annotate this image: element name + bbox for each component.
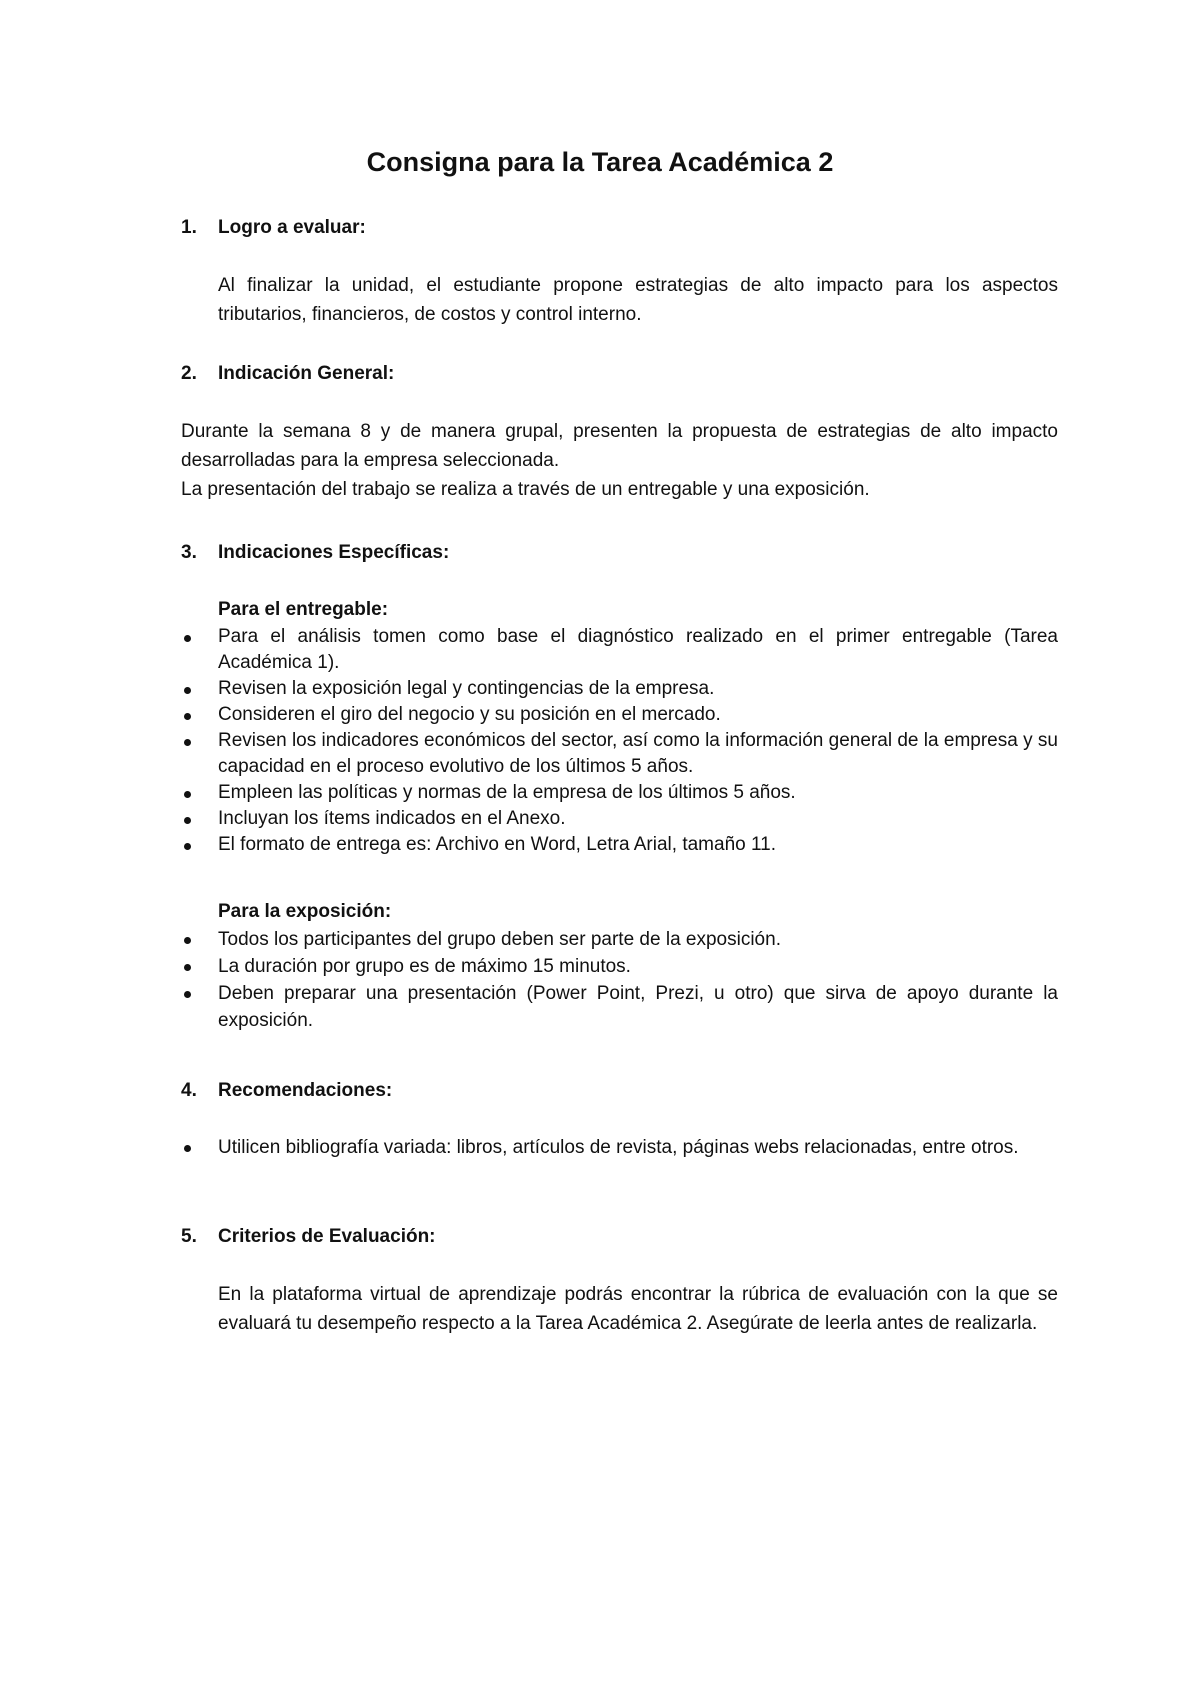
bullet-icon — [184, 739, 191, 746]
list-item-text: Consideren el giro del negocio y su posición en el mercado. — [218, 704, 721, 725]
section-2-paragraph-1: Durante la semana 8 y de manera grupal, presenten la propuesta de estrategias de alto impacto desarrolladas para la empresa seleccionada. — [181, 421, 1058, 471]
section-4-number: 4. — [181, 1080, 197, 1101]
section-5-heading: Criterios de Evaluación: — [218, 1226, 436, 1247]
section-2-paragraph-2: La presentación del trabajo se realiza a través de un entregable y una exposición. — [181, 479, 870, 500]
list-item — [181, 953, 1058, 980]
list-item — [181, 728, 1058, 780]
bullet-icon — [184, 687, 191, 694]
section-3-number: 3. — [181, 542, 197, 563]
bullet-icon — [184, 791, 191, 798]
section-3-heading: Indicaciones Específicas: — [218, 542, 450, 563]
list-item-text: La duración por grupo es de máximo 15 minutos. — [218, 956, 631, 977]
section-2-number: 2. — [181, 363, 197, 384]
list-item — [181, 624, 1058, 676]
exposicion-subheading: Para la exposición: — [218, 901, 392, 922]
bullet-icon — [184, 1145, 191, 1152]
bullet-icon — [184, 991, 191, 998]
bullet-icon — [184, 964, 191, 971]
list-item — [181, 1134, 1058, 1161]
list-item-text: El formato de entrega es: Archivo en Word, Letra Arial, tamaño 11. — [218, 834, 776, 855]
document-title: Consigna para la Tarea Académica 2 — [366, 147, 834, 177]
section-5-paragraph: En la plataforma virtual de aprendizaje podrás encontrar la rúbrica de evaluación con la que se evaluará tu desempeño respecto a la Tarea Académica 2. Asegúrate de leerla antes de realizarla. — [218, 1284, 1058, 1334]
list-item-text: Revisen los indicadores económicos del sector, así como la información general de la empresa y su capacidad en el proceso evolutivo de los últimos 5 años. — [218, 730, 1058, 777]
list-item — [181, 780, 1058, 806]
bullet-icon — [184, 843, 191, 850]
section-5-number: 5. — [181, 1226, 197, 1247]
list-item-text: Para el análisis tomen como base el diagnóstico realizado en el primer entregable (Tarea Académica 1). — [218, 626, 1058, 673]
list-item — [181, 806, 1058, 832]
list-item — [181, 702, 1058, 728]
section-2-heading: Indicación General: — [218, 363, 395, 384]
section-1-number: 1. — [181, 217, 197, 238]
section-1-heading: Logro a evaluar: — [218, 217, 366, 238]
recomendaciones-list — [181, 1134, 1058, 1161]
exposicion-list — [181, 926, 1058, 1034]
bullet-icon — [184, 817, 191, 824]
bullet-icon — [184, 937, 191, 944]
list-item — [181, 980, 1058, 1034]
section-4-heading: Recomendaciones: — [218, 1080, 393, 1101]
list-item — [181, 832, 1058, 858]
list-item-text: Deben preparar una presentación (Power Point, Prezi, u otro) que sirva de apoyo durante la exposición. — [218, 983, 1058, 1031]
bullet-icon — [184, 713, 191, 720]
section-1-paragraph: Al finalizar la unidad, el estudiante propone estrategias de alto impacto para los aspectos tributarios, financieros, de costos y control interno. — [218, 275, 1058, 325]
list-item-text: Utilicen bibliografía variada: libros, artículos de revista, páginas webs relacionadas, entre otros. — [218, 1137, 1019, 1158]
list-item — [181, 926, 1058, 953]
bullet-icon — [184, 635, 191, 642]
list-item-text: Empleen las políticas y normas de la empresa de los últimos 5 años. — [218, 782, 796, 803]
list-item-text: Revisen la exposición legal y contingencias de la empresa. — [218, 678, 715, 699]
entregable-list — [181, 624, 1058, 858]
list-item-text: Incluyan los ítems indicados en el Anexo. — [218, 808, 566, 829]
entregable-subheading: Para el entregable: — [218, 599, 389, 620]
list-item-text: Todos los participantes del grupo deben ser parte de la exposición. — [218, 929, 781, 950]
list-item — [181, 676, 1058, 702]
